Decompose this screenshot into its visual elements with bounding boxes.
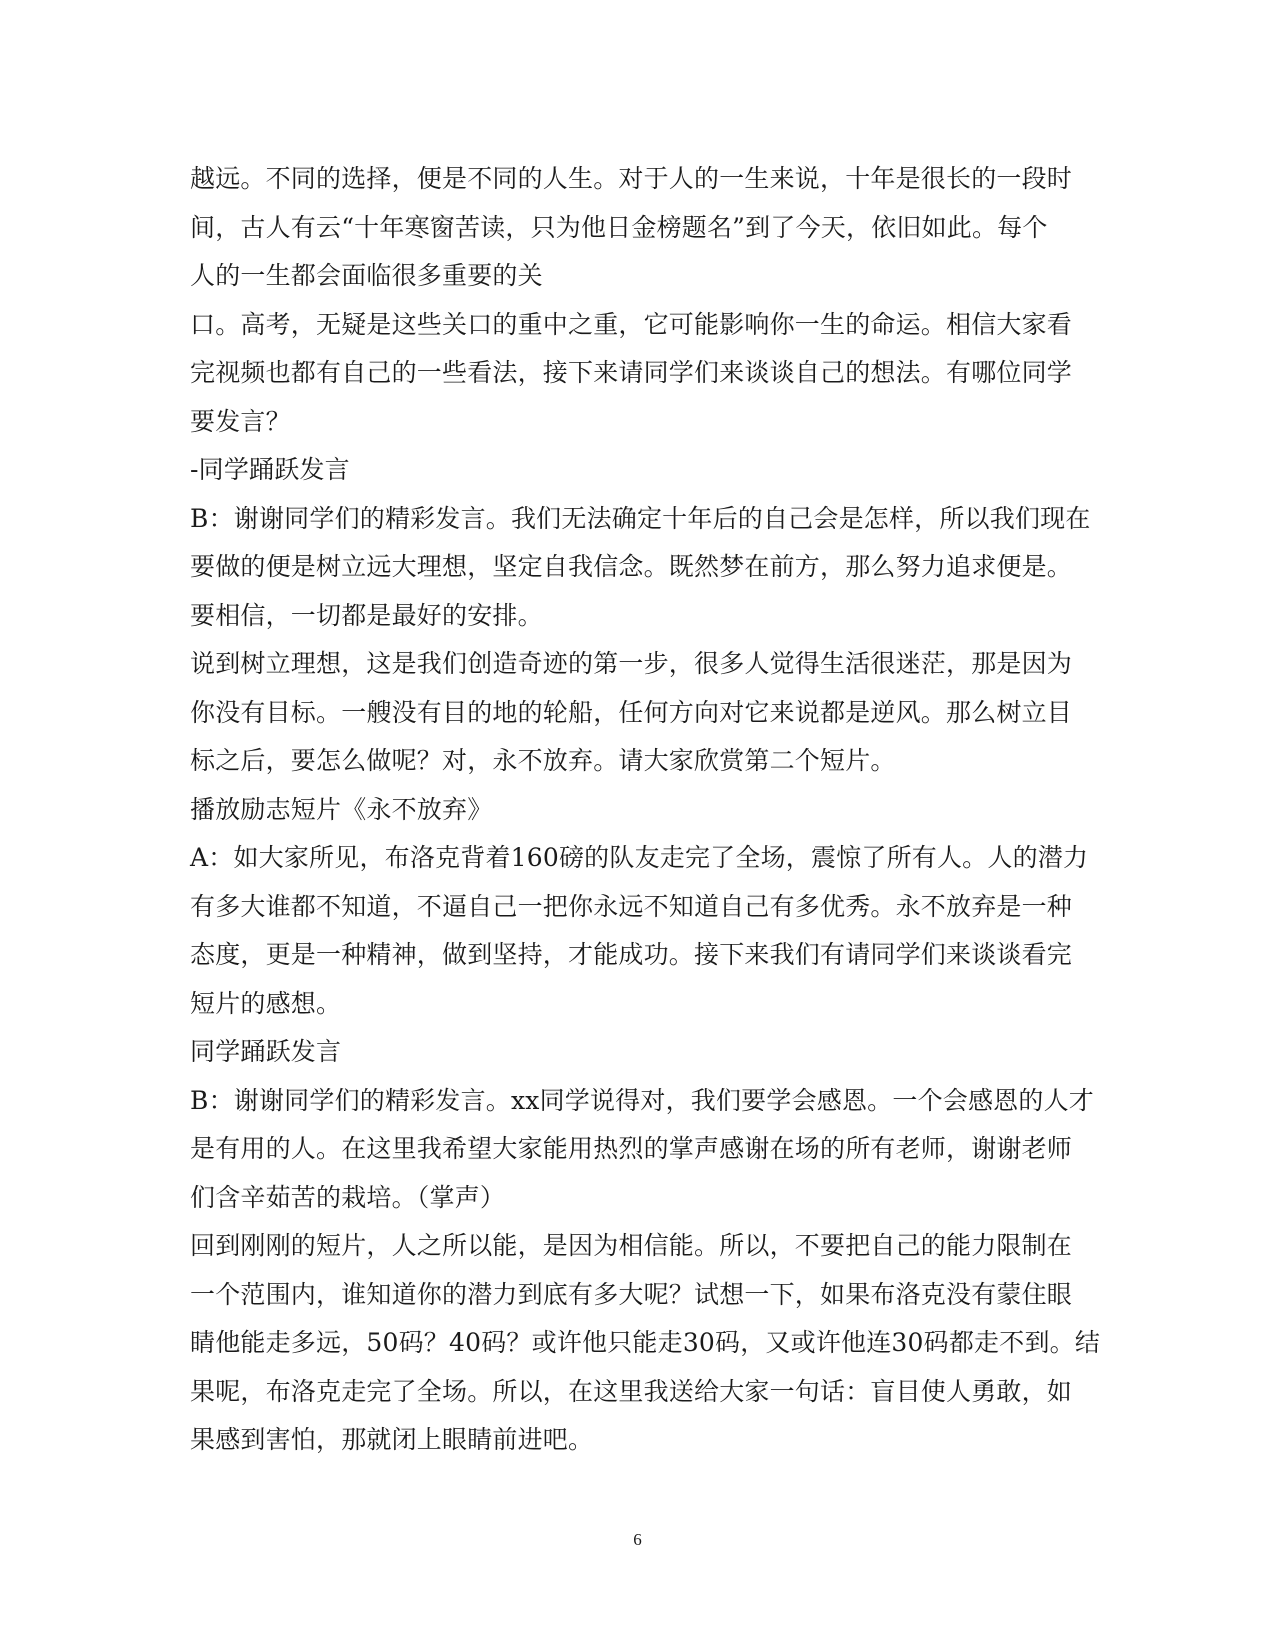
- text-line: 要发言？: [190, 406, 291, 436]
- text-line: 你没有目标。一艘没有目的地的轮船，任何方向对它来说都是逆风。那么树立目: [190, 697, 1073, 727]
- text-line: 口。高考，无疑是这些关口的重中之重，它可能影响你一生的命运。相信大家看: [190, 309, 1073, 339]
- text-line: 要做的便是树立远大理想，坚定自我信念。既然梦在前方，那么努力追求便是。: [190, 552, 1073, 581]
- text-line: 短片的感想。: [190, 988, 342, 1018]
- text-line: 同学踊跃发言: [190, 1037, 342, 1066]
- text-line: 间，古人有云“十年寒窗苦读，只为他日金榜题名”到了今天，依旧如此。每个: [190, 212, 1048, 242]
- text-line: 标之后，要怎么做呢？对，永不放弃。请大家欣赏第二个短片。: [190, 746, 896, 775]
- text-line: 回到刚刚的短片，人之所以能，是因为相信能。所以，不要把自己的能力限制在: [190, 1231, 1073, 1260]
- text-line: 们含辛茹苦的栽培。（掌声）: [190, 1182, 506, 1212]
- text-line: 播放励志短片《永不放弃》: [190, 794, 493, 824]
- text-line: 是有用的人。在这里我希望大家能用热烈的掌声感谢在场的所有老师，谢谢老师: [190, 1134, 1073, 1163]
- text-line: B：谢谢同学们的精彩发言。我们无法确定十年后的自己会是怎样，所以我们现在: [190, 503, 1091, 533]
- text-line: 一个范围内，谁知道你的潜力到底有多大呢？试想一下，如果布洛克没有蒙住眼: [190, 1279, 1073, 1309]
- page-number: 6: [633, 1530, 642, 1549]
- text-line: B：谢谢同学们的精彩发言。xx同学说得对，我们要学会感恩。一个会感恩的人才: [190, 1085, 1094, 1115]
- text-line: 人的一生都会面临很多重要的关: [190, 261, 543, 290]
- text-line: 有多大谁都不知道，不逼自己一把你永远不知道自己有多优秀。永不放弃是一种: [190, 891, 1073, 921]
- text-line: -同学踊跃发言: [190, 455, 350, 484]
- text-line: 果感到害怕，那就闭上眼睛前进吧。: [190, 1425, 594, 1454]
- text-line: 果呢，布洛克走完了全场。所以，在这里我送给大家一句话：盲目使人勇敢，如: [190, 1376, 1073, 1406]
- text-line: A：如大家所见，布洛克背着160磅的队友走完了全场，震惊了所有人。人的潜力: [190, 843, 1089, 872]
- text-line: 要相信，一切都是最好的安排。: [190, 600, 543, 630]
- text-line: 睛他能走多远，50码？40码？或许他只能走30码，又或许他连30码都走不到。结: [190, 1328, 1101, 1357]
- text-line: 说到树立理想，这是我们创造奇迹的第一步，很多人觉得生活很迷茫，那是因为: [190, 649, 1073, 678]
- document-body: [190, 155, 1101, 1465]
- text-line: 完视频也都有自己的一些看法，接下来请同学们来谈谈自己的想法。有哪位同学: [190, 358, 1073, 387]
- text-line: 越远。不同的选择，便是不同的人生。对于人的一生来说，十年是很长的一段时: [190, 164, 1073, 193]
- text-line: 态度，更是一种精神，做到坚持，才能成功。接下来我们有请同学们来谈谈看完: [190, 940, 1073, 969]
